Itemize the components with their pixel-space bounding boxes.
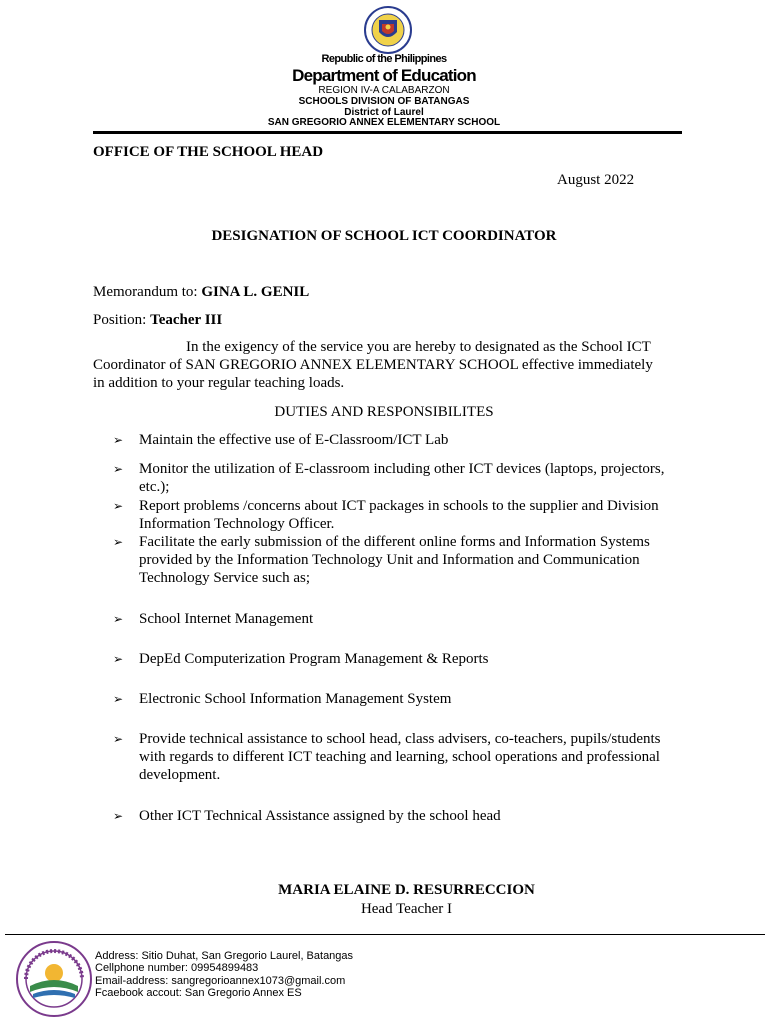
duty-item (113, 690, 673, 708)
memo-to-label: Memorandum to: (93, 284, 198, 300)
header-republic: Republic of the Philippines (321, 53, 447, 65)
duty-item (113, 610, 673, 628)
header-district: District of Laurel (344, 107, 424, 118)
duty-item (113, 650, 673, 668)
arrow-bullet-icon: ➢ (113, 612, 124, 626)
arrow-bullet-icon: ➢ (113, 692, 124, 706)
duty-text: Report problems /concerns about ICT packages in schools to the supplier and Division Information Technology Officer. (139, 498, 659, 532)
footer-email: Email-address: sangregorioannex1073@gmail.com (95, 975, 346, 987)
body-line-2: Coordinator of SAN GREGORIO ANNEX ELEMENTARY SCHOOL effective immediately (93, 357, 653, 373)
duty-text: School Internet Management (139, 611, 314, 627)
memo-date: August 2022 (557, 172, 635, 188)
duty-item (113, 533, 673, 587)
duty-item (113, 431, 673, 449)
duty-text: Maintain the effective use of E-Classroom/ICT Lab (139, 432, 449, 448)
arrow-bullet-icon: ➢ (113, 652, 124, 666)
footer-address: Address: Sitio Duhat, San Gregorio Laurel, Batangas (95, 950, 354, 962)
position-value: Teacher III (150, 312, 223, 328)
memo-title: DESIGNATION OF SCHOOL ICT COORDINATOR (211, 228, 557, 244)
header-school: SAN GREGORIO ANNEX ELEMENTARY SCHOOL (267, 117, 501, 128)
deped-seal-logo (357, 6, 419, 54)
signatory-title: Head Teacher I (360, 901, 453, 917)
position-label: Position: (93, 312, 147, 328)
body-line-3: in addition to your regular teaching loads. (93, 375, 345, 391)
arrow-bullet-icon: ➢ (113, 535, 124, 549)
memo-position (93, 311, 222, 329)
memo-to (93, 283, 309, 301)
duty-text: Other ICT Technical Assistance assigned by the school head (139, 808, 501, 824)
duty-text: DepEd Computerization Program Management & Reports (139, 651, 489, 667)
footer-divider (5, 934, 765, 935)
header-region: REGION IV-A CALABARZON (318, 85, 450, 96)
arrow-bullet-icon: ➢ (113, 499, 124, 513)
body-line-1: In the exigency of the service you are hereby to designated as the School ICT (186, 339, 651, 355)
duty-text: Facilitate the early submission of the different online forms and Information Systems provided by the Information Technology Unit and Information and Communication Technology Service such as; (139, 534, 650, 586)
header-department: Department of Education (292, 66, 476, 85)
arrow-bullet-icon: ➢ (113, 809, 124, 823)
duties-heading: DUTIES AND RESPONSIBILITES (274, 404, 494, 420)
office-heading: OFFICE OF THE SCHOOL HEAD (93, 144, 324, 160)
duty-text: Monitor the utilization of E-classroom including other ICT devices (laptops, projectors, etc.); (139, 461, 665, 495)
duty-item (113, 460, 673, 496)
duty-item (113, 807, 673, 825)
arrow-bullet-icon: ➢ (113, 433, 124, 447)
arrow-bullet-icon: ➢ (113, 732, 124, 746)
footer-facebook: Fcaebook accout: San Gregorio Annex ES (95, 987, 302, 999)
memo-to-name: GINA L. GENIL (201, 284, 310, 300)
header-divider (93, 131, 682, 134)
arrow-bullet-icon: ➢ (113, 462, 124, 476)
duty-text: Electronic School Information Management System (139, 691, 452, 707)
duty-text: Provide technical assistance to school head, class advisers, co-teachers, pupils/students with regards to different ICT teaching and learning, school operations and professional development. (139, 731, 661, 783)
signatory-name: MARIA ELAINE D. RESURRECCION (278, 882, 535, 898)
duty-item (113, 497, 673, 533)
header-division: SCHOOLS DIVISION OF BATANGAS (298, 96, 470, 107)
school-seal-logo (15, 940, 93, 1018)
footer-cellphone: Cellphone number: 09954899483 (95, 962, 259, 974)
duty-item (113, 730, 673, 784)
